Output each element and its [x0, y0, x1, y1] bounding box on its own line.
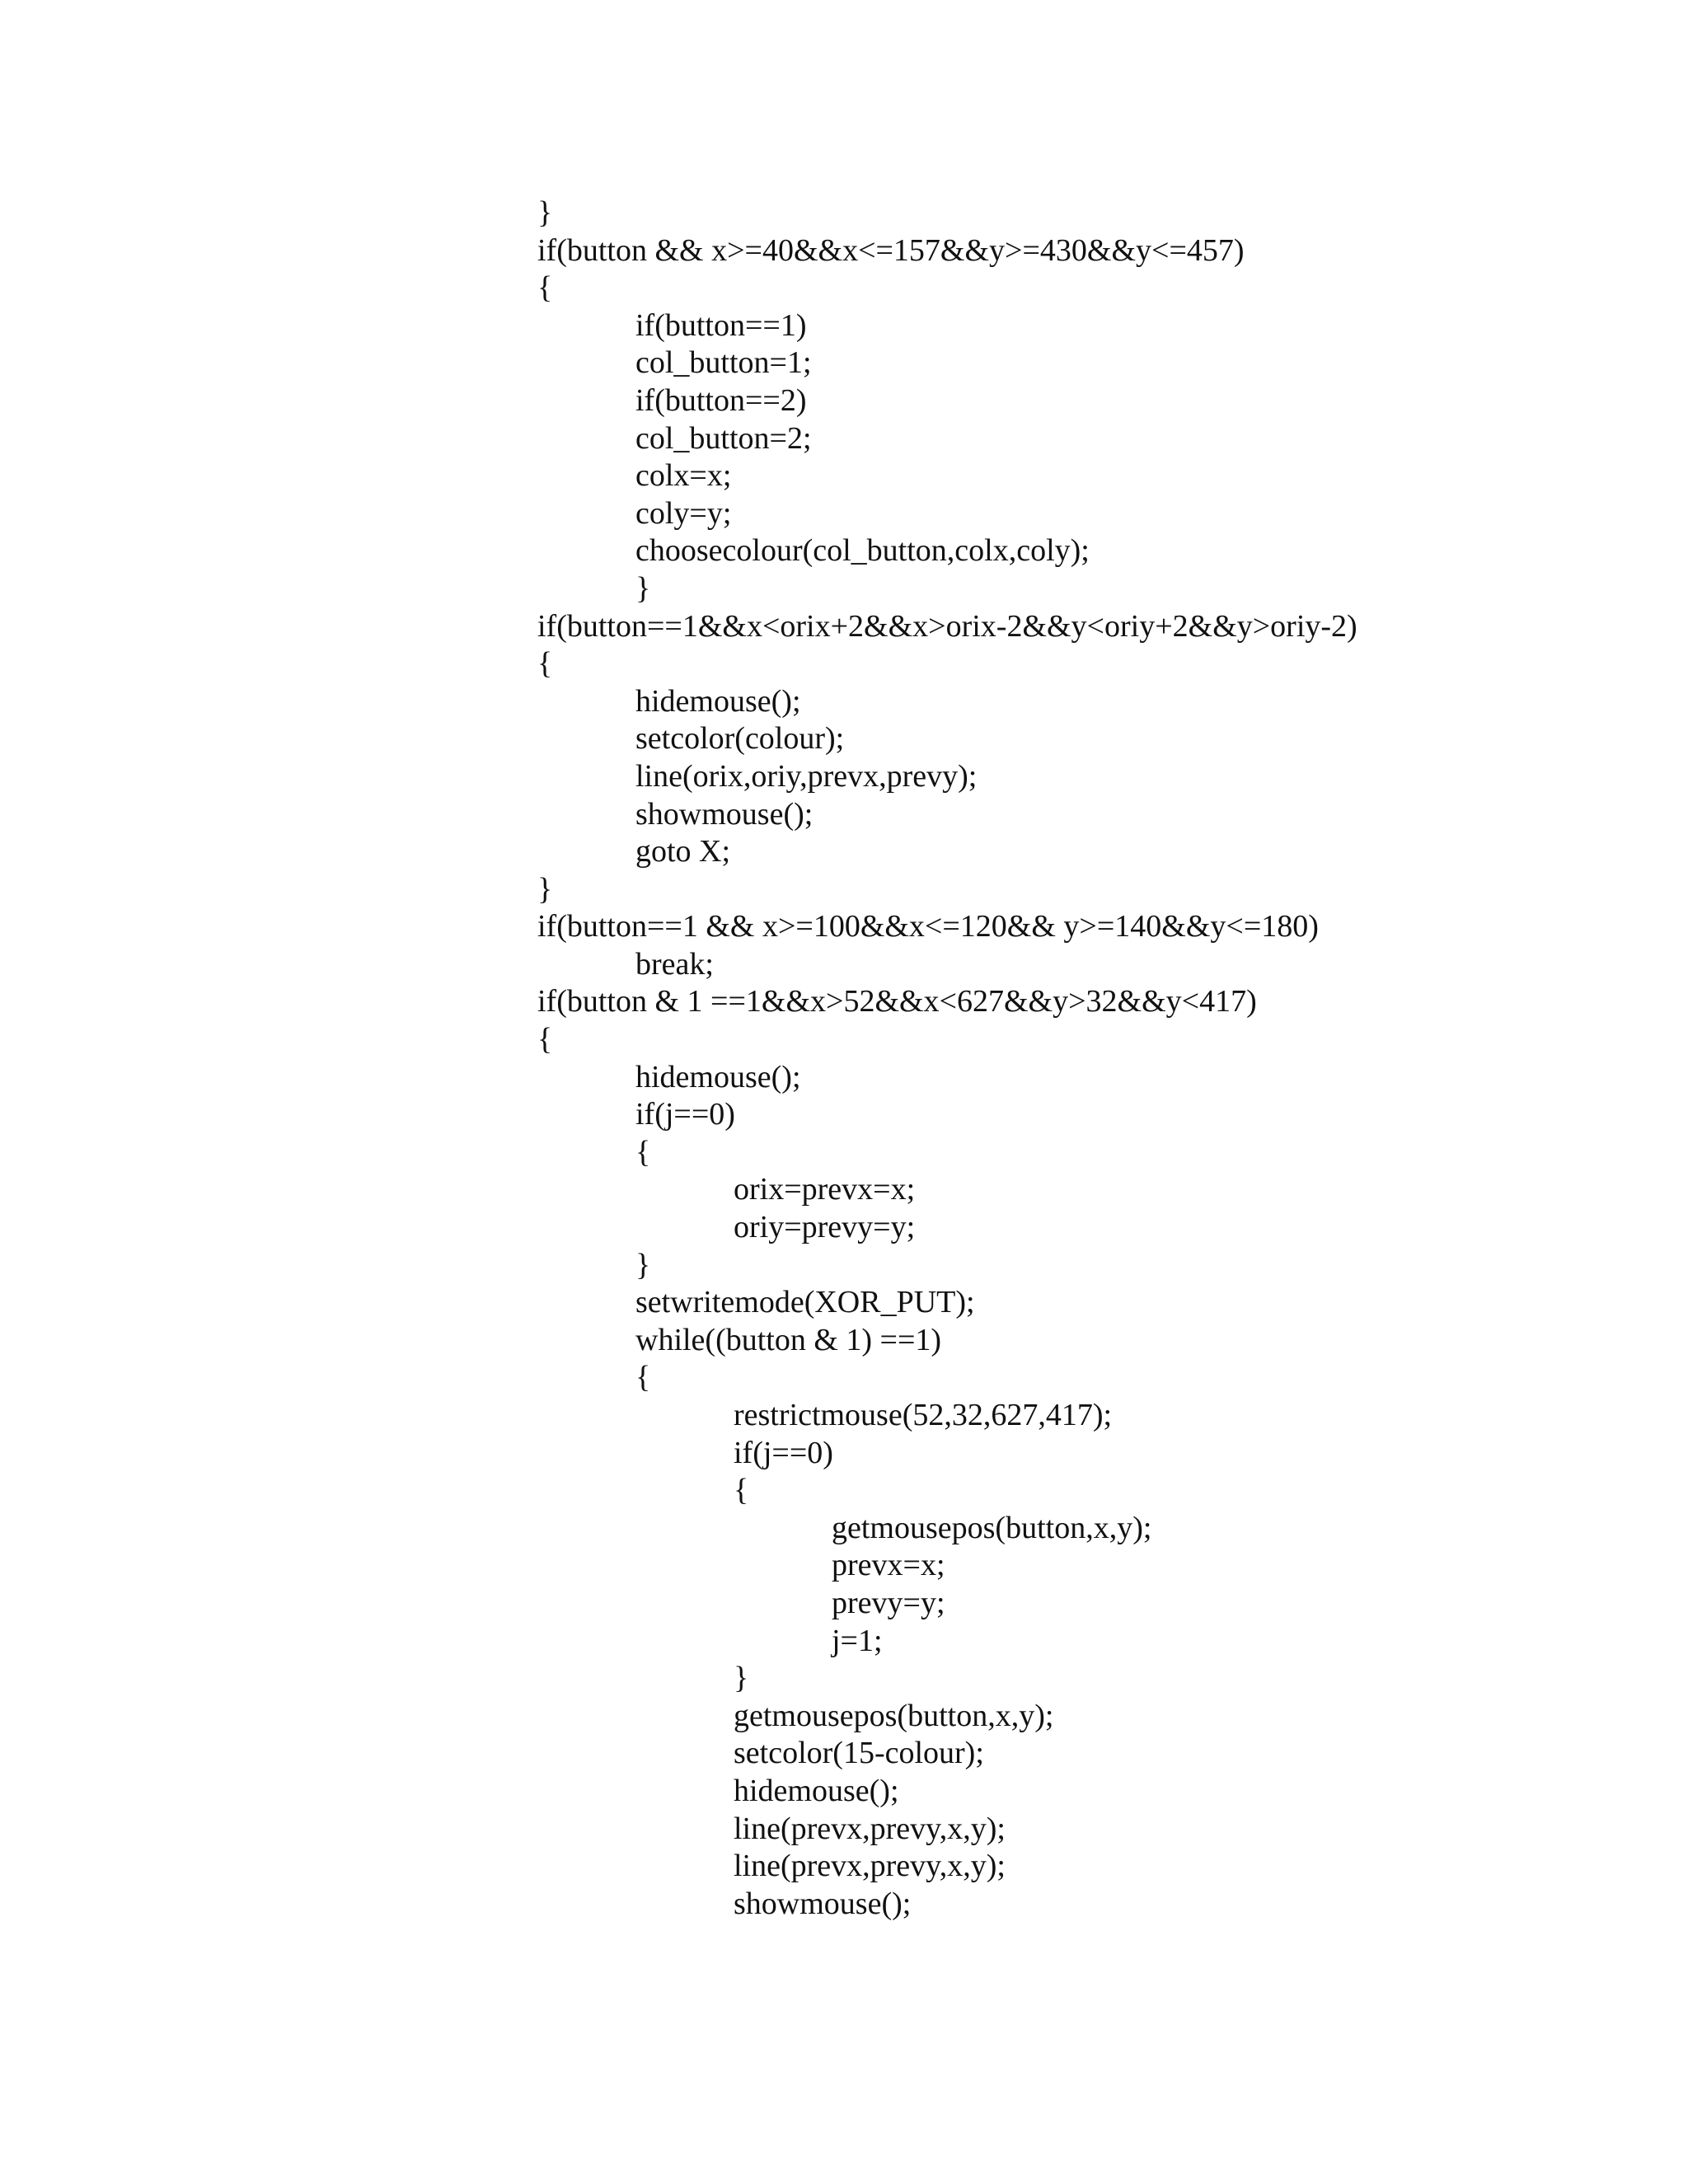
- code-line: line(prevx,prevy,x,y);: [734, 1811, 1006, 1846]
- code-line: {: [537, 1022, 553, 1057]
- code-line: if(button==1&&x<orix+2&&x>orix-2&&y<oriy+2&&y>oriy-2): [537, 608, 1357, 644]
- code-line: {: [635, 1134, 651, 1169]
- code-line: colx=x;: [635, 458, 732, 494]
- code-line: if(j==0): [734, 1435, 833, 1470]
- code-line: break;: [635, 946, 714, 982]
- code-line: setcolor(colour);: [635, 721, 845, 757]
- code-line: prevx=x;: [832, 1548, 945, 1583]
- code-line: setwritemode(XOR_PUT);: [635, 1285, 975, 1320]
- code-line: if(button & 1 ==1&&x>52&&x<627&&y>32&&y<417): [537, 984, 1257, 1019]
- code-line: {: [537, 270, 553, 306]
- code-line: choosecolour(col_button,colx,coly);: [635, 533, 1090, 569]
- code-line: orix=prevx=x;: [734, 1172, 916, 1207]
- code-line: }: [537, 871, 553, 907]
- code-line: }: [635, 1247, 651, 1282]
- code-line: line(prevx,prevy,x,y);: [734, 1849, 1006, 1884]
- code-line: getmousepos(button,x,y);: [734, 1698, 1054, 1733]
- code-line: hidemouse();: [734, 1773, 899, 1808]
- code-line: j=1;: [832, 1623, 883, 1658]
- code-line: {: [734, 1473, 749, 1508]
- code-line: showmouse();: [734, 1886, 912, 1921]
- code-line: oriy=prevy=y;: [734, 1210, 916, 1245]
- code-line: if(button && x>=40&&x<=157&&y>=430&&y<=457): [537, 232, 1245, 268]
- code-line: hidemouse();: [635, 1059, 801, 1094]
- code-line: }: [734, 1661, 749, 1696]
- code-line: col_button=1;: [635, 345, 812, 381]
- code-line: setcolor(15-colour);: [734, 1736, 984, 1771]
- code-line: if(j==0): [635, 1097, 735, 1132]
- code-line: if(button==1): [635, 307, 807, 343]
- code-line: {: [635, 1360, 651, 1395]
- code-line: prevy=y;: [832, 1585, 945, 1620]
- code-line: while((button & 1) ==1): [635, 1322, 942, 1357]
- code-line: restrictmouse(52,32,627,417);: [734, 1398, 1113, 1432]
- code-line: getmousepos(button,x,y);: [832, 1510, 1152, 1545]
- code-line: line(orix,oriy,prevx,prevy);: [635, 758, 978, 794]
- code-line: hidemouse();: [635, 683, 801, 719]
- code-line: {: [537, 646, 553, 682]
- code-line: }: [537, 195, 553, 230]
- code-line: col_button=2;: [635, 420, 812, 456]
- code-line: showmouse();: [635, 796, 814, 832]
- code-line: }: [635, 570, 651, 606]
- code-line: goto X;: [635, 834, 731, 869]
- code-line: if(button==2): [635, 382, 807, 418]
- code-line: if(button==1 && x>=100&&x<=120&& y>=140&&y<=180): [537, 909, 1319, 944]
- code-listing: [537, 194, 1357, 1923]
- code-line: coly=y;: [635, 495, 732, 531]
